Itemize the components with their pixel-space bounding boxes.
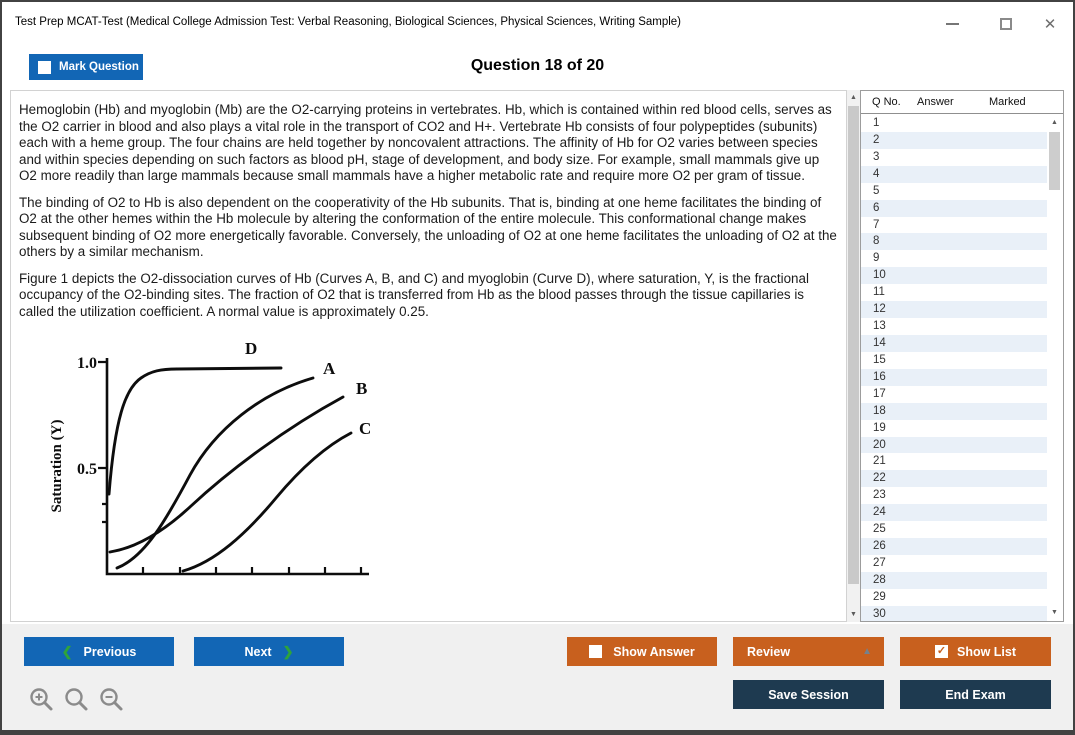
q-marked: [978, 403, 1047, 420]
table-row[interactable]: [861, 267, 1047, 284]
q-number: 3: [873, 150, 880, 163]
q-answer: [906, 420, 978, 437]
check-icon: ✓: [936, 645, 947, 657]
mark-question-checkbox[interactable]: [38, 61, 51, 74]
table-row[interactable]: [861, 555, 1047, 572]
table-row[interactable]: [861, 386, 1047, 403]
column-marked: Marked: [989, 96, 1026, 108]
q-answer: [906, 132, 978, 149]
q-answer: [906, 555, 978, 572]
q-answer: [906, 386, 978, 403]
q-marked: [978, 132, 1047, 149]
y-axis-ticks: [98, 362, 107, 522]
chevron-left-icon: ❮: [61, 643, 73, 659]
table-row[interactable]: [861, 453, 1047, 470]
q-answer: [906, 369, 978, 386]
table-row[interactable]: [861, 335, 1047, 352]
question-counter: Question 18 of 20: [470, 57, 605, 74]
q-number: 9: [873, 252, 880, 265]
zoom-controls: [28, 686, 126, 714]
chevron-up-icon: ▲: [862, 646, 872, 657]
show-list-button[interactable]: [900, 637, 1051, 666]
q-number: 29: [873, 590, 886, 603]
q-marked: [978, 420, 1047, 437]
save-session-label: Save Session: [768, 687, 849, 702]
table-row[interactable]: [861, 521, 1047, 538]
scroll-down-icon[interactable]: ▼: [1051, 609, 1058, 616]
passage-paragraph-3: Figure 1 depicts the O2-dissociation curves of Hb (Curves A, B, and C) and myoglobin (Curve D), where saturation, Y, is the fractional occupancy of the O2-binding sites. The fraction of O2 that is transferred from Hb as the blood passes through the tissue capillaries is called the utilization coefficient. A normal value is approximately 0.25.: [19, 270, 809, 319]
q-marked: [978, 521, 1047, 538]
q-answer: [906, 538, 978, 555]
q-marked: [978, 572, 1047, 589]
q-number: 20: [873, 438, 886, 451]
q-answer: [906, 200, 978, 217]
q-marked: [978, 555, 1047, 572]
curve-label-b: B: [356, 379, 368, 398]
table-row[interactable]: [861, 233, 1047, 250]
table-row[interactable]: [861, 132, 1047, 149]
question-list-rows: [861, 115, 1047, 621]
q-marked: [978, 437, 1047, 454]
zoom-in-icon[interactable]: [28, 686, 56, 714]
q-marked: [978, 149, 1047, 166]
q-number: 5: [873, 184, 880, 197]
passage-paragraph-1: Hemoglobin (Hb) and myoglobin (Mb) are the O2-carrying proteins in vertebrates. Hb, which is contained within red blood cells, serves as the O2 carrier in blood and also plays a vital role in the transport of CO2 and H+. Vertebrate Hb consists of four polypeptides (subunits) each with a heme group. The four chains are held together by noncovalent attractions. The affinity of Hb for O2 varies between species and within species depending on such factors as blood pH, stage of development, and body size. For example, small mammals give up O2 more readily than large mammals because small mammals have a higher metabolic rate and require more O2 per gram of tissue.: [19, 102, 832, 183]
q-answer: [906, 453, 978, 470]
table-row[interactable]: [861, 183, 1047, 200]
column-answer: Answer: [917, 96, 954, 108]
table-row[interactable]: [861, 284, 1047, 301]
q-marked: [978, 318, 1047, 335]
chevron-right-icon: ❯: [282, 643, 294, 659]
end-exam-label: End Exam: [945, 687, 1006, 702]
q-marked: [978, 301, 1047, 318]
table-row[interactable]: [861, 149, 1047, 166]
review-label: Review: [747, 644, 791, 659]
question-list-header: [861, 91, 1063, 114]
q-number: 25: [873, 523, 886, 536]
q-answer: [906, 572, 978, 589]
table-row[interactable]: [861, 420, 1047, 437]
passage-paragraph-2: The binding of O2 to Hb is also dependent on the cooperativity of the Hb subunits. That is, binding at one heme facilitates the binding of O2 at the other hemes within the Hb molecule by altering the conformation of the entire molecule. This conformational change makes subsequent binding of O2 more energetically favorable. Conversely, the unloading of O2 at one heme facilitates the unloading of O2 at the others by a similar mechanism.: [19, 194, 837, 259]
q-marked: [978, 538, 1047, 555]
show-answer-button[interactable]: [567, 637, 717, 666]
q-marked: [978, 453, 1047, 470]
q-number: 26: [873, 540, 886, 553]
table-row[interactable]: [861, 369, 1047, 386]
table-row[interactable]: [861, 403, 1047, 420]
q-answer: [906, 437, 978, 454]
q-answer: [906, 233, 978, 250]
q-number: 27: [873, 556, 886, 569]
curve-label-a: A: [323, 359, 336, 378]
table-row[interactable]: [861, 572, 1047, 589]
q-marked: [978, 233, 1047, 250]
passage-panel: [10, 90, 847, 622]
q-answer: [906, 589, 978, 606]
zoom-out-icon[interactable]: [98, 686, 126, 714]
window-title: Test Prep MCAT-Test (Medical College Admission Test: Verbal Reasoning, Biological Sciences, Physical Sciences, Writing Sample): [15, 16, 682, 28]
table-row[interactable]: [861, 217, 1047, 234]
ytick-label-1: 1.0: [77, 355, 97, 372]
q-number: 10: [873, 269, 886, 282]
show-answer-checkbox[interactable]: [589, 645, 602, 658]
curve-label-c: C: [359, 419, 372, 438]
table-row[interactable]: [861, 166, 1047, 183]
ytick-label-05: 0.5: [77, 461, 97, 478]
curve-c: [183, 433, 351, 571]
q-number: 4: [873, 167, 880, 180]
q-answer: [906, 217, 978, 234]
figure-1-dissociation-curves: [45, 334, 838, 589]
q-number: 16: [873, 370, 886, 383]
title-bar: [2, 2, 1073, 46]
q-number: 17: [873, 387, 886, 400]
previous-button[interactable]: [24, 637, 174, 666]
scroll-up-icon[interactable]: ▲: [1051, 119, 1058, 126]
scroll-down-icon[interactable]: ▼: [850, 611, 857, 618]
q-answer: [906, 352, 978, 369]
q-marked: [978, 487, 1047, 504]
q-marked: [978, 504, 1047, 521]
close-button[interactable]: [1035, 12, 1065, 36]
q-number: 11: [873, 286, 885, 299]
table-row[interactable]: [861, 318, 1047, 335]
next-label: Next: [244, 644, 272, 659]
q-number: 19: [873, 421, 886, 434]
table-row[interactable]: [861, 606, 1047, 621]
table-row[interactable]: [861, 504, 1047, 521]
q-number: 14: [873, 336, 886, 349]
q-number: 28: [873, 573, 886, 586]
end-exam-button[interactable]: [900, 680, 1051, 709]
show-list-checkbox[interactable]: [935, 645, 948, 658]
q-marked: [978, 589, 1047, 606]
q-marked: [978, 115, 1047, 132]
zoom-reset-icon[interactable]: [63, 686, 91, 714]
figure-1-svg: [45, 334, 390, 584]
q-number: 18: [873, 404, 886, 417]
column-q-no: Q No.: [872, 96, 901, 108]
q-marked: [978, 200, 1047, 217]
curve-label-d: D: [245, 339, 258, 358]
q-marked: [978, 166, 1047, 183]
next-button[interactable]: [194, 637, 344, 666]
q-marked: [978, 217, 1047, 234]
curve-d: [109, 368, 281, 494]
save-session-button[interactable]: [733, 680, 884, 709]
minimize-button[interactable]: [937, 12, 967, 36]
q-marked: [978, 352, 1047, 369]
minimize-icon: [946, 23, 959, 25]
passage-scrollbar[interactable]: [847, 90, 860, 622]
q-number: 24: [873, 506, 886, 519]
q-answer: [906, 487, 978, 504]
previous-label: Previous: [83, 644, 137, 659]
q-answer: [906, 267, 978, 284]
q-answer: [906, 318, 978, 335]
table-row[interactable]: [861, 115, 1047, 132]
q-answer: [906, 606, 978, 621]
scroll-thumb[interactable]: [1049, 132, 1060, 190]
q-answer: [906, 250, 978, 267]
q-answer: [906, 166, 978, 183]
show-list-label: Show List: [956, 644, 1017, 659]
table-row[interactable]: [861, 487, 1047, 504]
q-marked: [978, 183, 1047, 200]
q-answer: [906, 504, 978, 521]
table-row[interactable]: [861, 589, 1047, 606]
q-marked: [978, 606, 1047, 621]
q-marked: [978, 386, 1047, 403]
question-list-scrollbar[interactable]: [1047, 115, 1062, 620]
q-answer: [906, 521, 978, 538]
q-answer: [906, 403, 978, 420]
close-icon: ✕: [1043, 16, 1057, 33]
table-row[interactable]: [861, 250, 1047, 267]
maximize-icon: [1000, 18, 1012, 30]
mark-question-label: Mark Question: [59, 61, 139, 73]
q-number: 21: [873, 455, 886, 468]
q-answer: [906, 149, 978, 166]
review-button[interactable]: [733, 637, 884, 666]
curve-b: [110, 397, 343, 552]
q-answer: [906, 335, 978, 352]
q-answer: [906, 301, 978, 318]
q-number: 30: [873, 607, 886, 620]
question-list-panel: [860, 90, 1064, 622]
mark-question-button[interactable]: [29, 54, 143, 80]
q-marked: [978, 267, 1047, 284]
table-row[interactable]: [861, 200, 1047, 217]
q-marked: [978, 470, 1047, 487]
q-answer: [906, 115, 978, 132]
show-answer-label: Show Answer: [613, 644, 695, 659]
q-number: 15: [873, 353, 886, 366]
q-number: 7: [873, 218, 880, 231]
table-row[interactable]: [861, 470, 1047, 487]
q-number: 1: [873, 117, 880, 129]
q-number: 13: [873, 320, 886, 333]
q-number: 6: [873, 201, 880, 214]
q-marked: [978, 335, 1047, 352]
q-number: 8: [873, 235, 880, 248]
q-answer: [906, 284, 978, 301]
q-number: 12: [873, 303, 886, 316]
maximize-button[interactable]: [991, 12, 1021, 36]
table-row[interactable]: [861, 352, 1047, 369]
y-axis-label: Saturation (Y): [49, 419, 65, 513]
scroll-up-icon[interactable]: ▲: [850, 94, 857, 101]
table-row[interactable]: [861, 538, 1047, 555]
q-answer: [906, 183, 978, 200]
table-row[interactable]: [861, 301, 1047, 318]
q-marked: [978, 369, 1047, 386]
q-marked: [978, 250, 1047, 267]
q-answer: [906, 470, 978, 487]
table-row[interactable]: [861, 437, 1047, 454]
q-number: 2: [873, 133, 880, 146]
q-number: 23: [873, 489, 886, 502]
q-marked: [978, 284, 1047, 301]
scroll-thumb[interactable]: [848, 106, 859, 584]
q-number: 22: [873, 472, 886, 485]
